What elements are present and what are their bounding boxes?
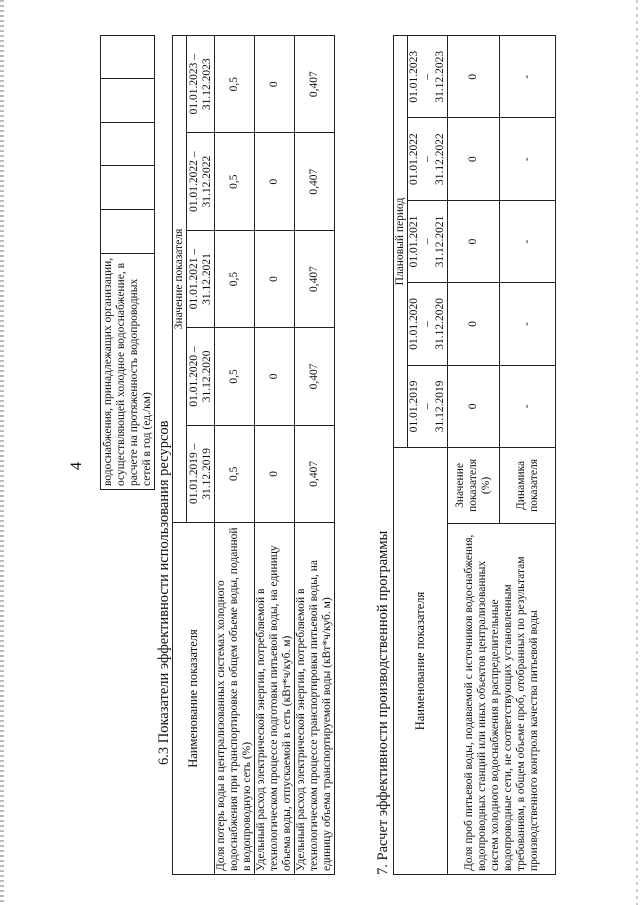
period-header bbox=[408, 36, 448, 118]
period-to: 31.12.2019 bbox=[434, 380, 446, 433]
value-cell: 0,5 bbox=[215, 328, 255, 425]
sub-row-label: Значение показателя (%) bbox=[448, 448, 500, 524]
value-cell: 0 bbox=[448, 365, 500, 447]
period-dash: – bbox=[421, 321, 433, 327]
period-header bbox=[408, 200, 448, 282]
section-7-heading: 7. Расчет эффективности производственной программы bbox=[375, 530, 391, 875]
value-cell: 0,407 bbox=[295, 36, 335, 133]
resource-efficiency-table bbox=[172, 35, 335, 875]
value-cell: 0,5 bbox=[215, 230, 255, 327]
period-header bbox=[408, 283, 448, 365]
table-row bbox=[448, 36, 500, 875]
period-header: 01.01.2021 – 31.12.2021 bbox=[187, 230, 215, 327]
period-dash: – bbox=[421, 403, 433, 410]
period-to: 31.12.2022 bbox=[434, 133, 446, 186]
period-header: 01.01.2019 – 31.12.2019 bbox=[187, 425, 215, 522]
value-cell: - bbox=[500, 36, 556, 118]
value-cell: 0,5 bbox=[215, 133, 255, 230]
table-row bbox=[295, 36, 335, 875]
continuation-table bbox=[100, 35, 155, 490]
period-from: 01.01.2022 bbox=[408, 133, 420, 186]
row-name: Доля проб питьевой воды, подаваемой с источников водоснабжения, водопроводных станций или иных объектов централизованных систем холодного водоснабжения в распределительные водопроводные сети, не соответствующих установленным требованиям, в общем объеме проб, отобранных по результатам производственного контроля качества питьевой воды bbox=[448, 523, 556, 874]
value-cell: 0 bbox=[255, 425, 295, 522]
value-cell: - bbox=[500, 283, 556, 365]
period-header: 01.01.2023 – 31.12.2023 bbox=[187, 36, 215, 133]
period-dash: – bbox=[421, 238, 433, 245]
period-to: 31.12.2021 bbox=[434, 215, 446, 268]
value-cell: 0,407 bbox=[295, 425, 335, 522]
value-cell: - bbox=[500, 118, 556, 200]
value-cell: 0,407 bbox=[295, 328, 335, 425]
value-cell: 0 bbox=[255, 133, 295, 230]
period-header: 01.01.2020 – 31.12.2020 bbox=[187, 328, 215, 425]
col-name-header: Наименование показателя bbox=[394, 448, 448, 875]
value-cell: 0,5 bbox=[215, 425, 255, 522]
period-from: 01.01.2019 bbox=[408, 380, 420, 433]
empty-cell bbox=[101, 36, 155, 79]
row-name: Доля потерь воды в централизованных системах холодного водоснабжения при транспортировке в общем объеме воды, поданной в водопроводную сеть (%) bbox=[215, 523, 255, 875]
row-name: Удельный расход электрической энергии, потребляемой в технологическом процессе подготовки питьевой воды, на единицу объема воды, отпускаемой в сеть (кВт*ч/куб. м) bbox=[255, 523, 295, 875]
empty-cell bbox=[101, 79, 155, 122]
section-6-3-heading: 6.3 Показатели эффективности использования ресурсов bbox=[156, 420, 172, 765]
value-cell: 0 bbox=[255, 230, 295, 327]
col-group-header: Плановый период bbox=[394, 36, 408, 448]
page-number: 4 bbox=[68, 462, 85, 470]
value-cell: 0,407 bbox=[295, 230, 335, 327]
value-cell: 0 bbox=[255, 328, 295, 425]
period-header: 01.01.2022 – 31.12.2022 bbox=[187, 133, 215, 230]
period-to: 31.12.2020 bbox=[434, 298, 446, 350]
period-from: 01.01.2020 bbox=[408, 298, 420, 350]
row-name: Удельный расход электрической энергии, потребляемой в технологическом процессе транспортировки питьевой воды, на единицу объема транспортируемой воды (кВт*ч/куб. м) bbox=[295, 523, 335, 875]
value-cell: 0 bbox=[448, 283, 500, 365]
table-row bbox=[255, 36, 295, 875]
period-to: 31.12.2023 bbox=[434, 50, 446, 103]
value-cell: 0,407 bbox=[295, 133, 335, 230]
value-cell: 0,5 bbox=[215, 36, 255, 133]
table-row bbox=[215, 36, 255, 875]
value-cell: 0 bbox=[448, 118, 500, 200]
period-header bbox=[408, 118, 448, 200]
sub-row-label: Динамика показателя bbox=[500, 448, 556, 524]
period-dash: – bbox=[421, 73, 433, 80]
col-name-header: Наименование показателя bbox=[173, 523, 215, 875]
col-group-header: Значение показателя bbox=[173, 36, 187, 523]
period-from: 01.01.2021 bbox=[408, 215, 420, 268]
continuation-text: водоснабжения, принадлежащих организации, осуществляющей холодное водоснабжение, в расчете на протяженность водопроводных сетей в год (ед./км) bbox=[101, 253, 155, 489]
value-cell: 0 bbox=[255, 36, 295, 133]
value-cell: - bbox=[500, 200, 556, 282]
empty-cell bbox=[101, 122, 155, 165]
period-header bbox=[408, 365, 448, 447]
value-cell: - bbox=[500, 365, 556, 447]
program-effectiveness-table bbox=[393, 35, 556, 875]
period-from: 01.01.2023 bbox=[408, 50, 420, 103]
empty-cell bbox=[101, 166, 155, 209]
value-cell: 0 bbox=[448, 36, 500, 118]
empty-cell bbox=[101, 209, 155, 253]
period-dash: – bbox=[421, 156, 433, 163]
value-cell: 0 bbox=[448, 200, 500, 282]
